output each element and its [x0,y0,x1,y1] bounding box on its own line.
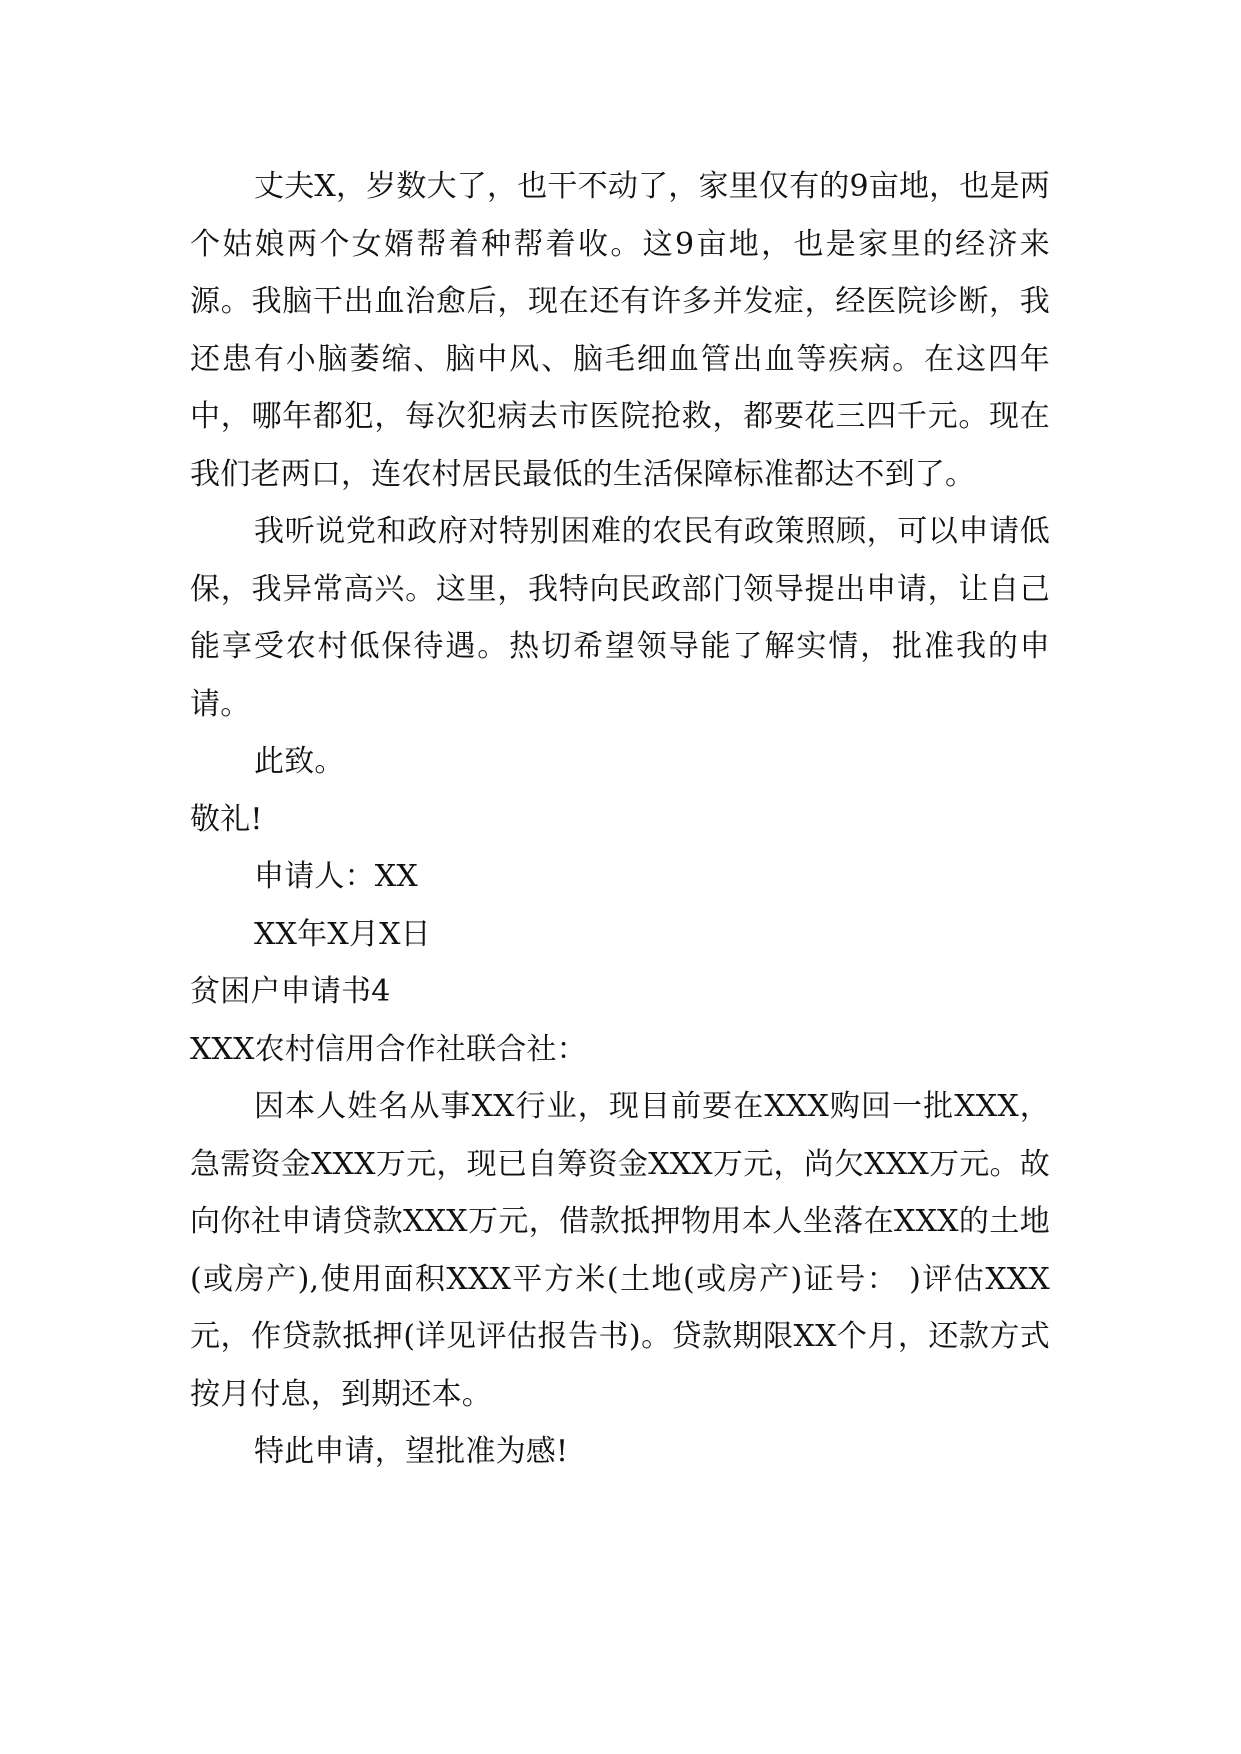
closing-salutation: 此致。 [254,744,345,779]
paragraph-loan-request: 因本人姓名从事XX行业，现目前要在XXX购回一批XXX，急需资金XXX万元，现已自筹资金XXX万元，尚欠XXX万元。故向你社申请贷款XXX万元，借款抵押物用本人坐落在XXX的土地(或房产),使用面积XXX平方米(土地(或房产)证号： )评估XXX元，作贷款抵押(详见评估报告书)。贷款期限XX个月，还款方式按月付息，到期还本。 [190,1089,1050,1412]
closing-regards: 敬礼! [190,801,263,837]
paragraph-closing-request: 特此申请，望批准为感! [254,1434,569,1469]
paragraph-request-low-income: 我听说党和政府对特别困难的农民有政策照顾，可以申请低保，我异常高兴。这里，我特向民政部门领导提出申请，让自己能享受农村低保待遇。热切希望领导能了解实情，批准我的申请。 [190,514,1050,722]
application-date: XX年X月X日 [254,916,431,952]
document-body [190,158,1050,1481]
applicant-signature: 申请人：XX [254,859,418,894]
addressee: XXX农村信用合作社联合社： [190,1031,587,1067]
paragraph-husband-situation: 丈夫X，岁数大了，也干不动了，家里仅有的9亩地，也是两个姑娘两个女婿帮着种帮着收。这9亩地，也是家里的经济来源。我脑干出血治愈后，现在还有许多并发症，经医院诊断，我还患有小脑萎缩、脑中风、脑毛细血管出血等疾病。在这四年中，哪年都犯，每次犯病去市医院抢救，都要花三四千元。现在我们老两口，连农村居民最低的生活保障标准都达不到了。 [190,169,1050,492]
section-title: 贫困户申请书4 [190,974,391,1009]
